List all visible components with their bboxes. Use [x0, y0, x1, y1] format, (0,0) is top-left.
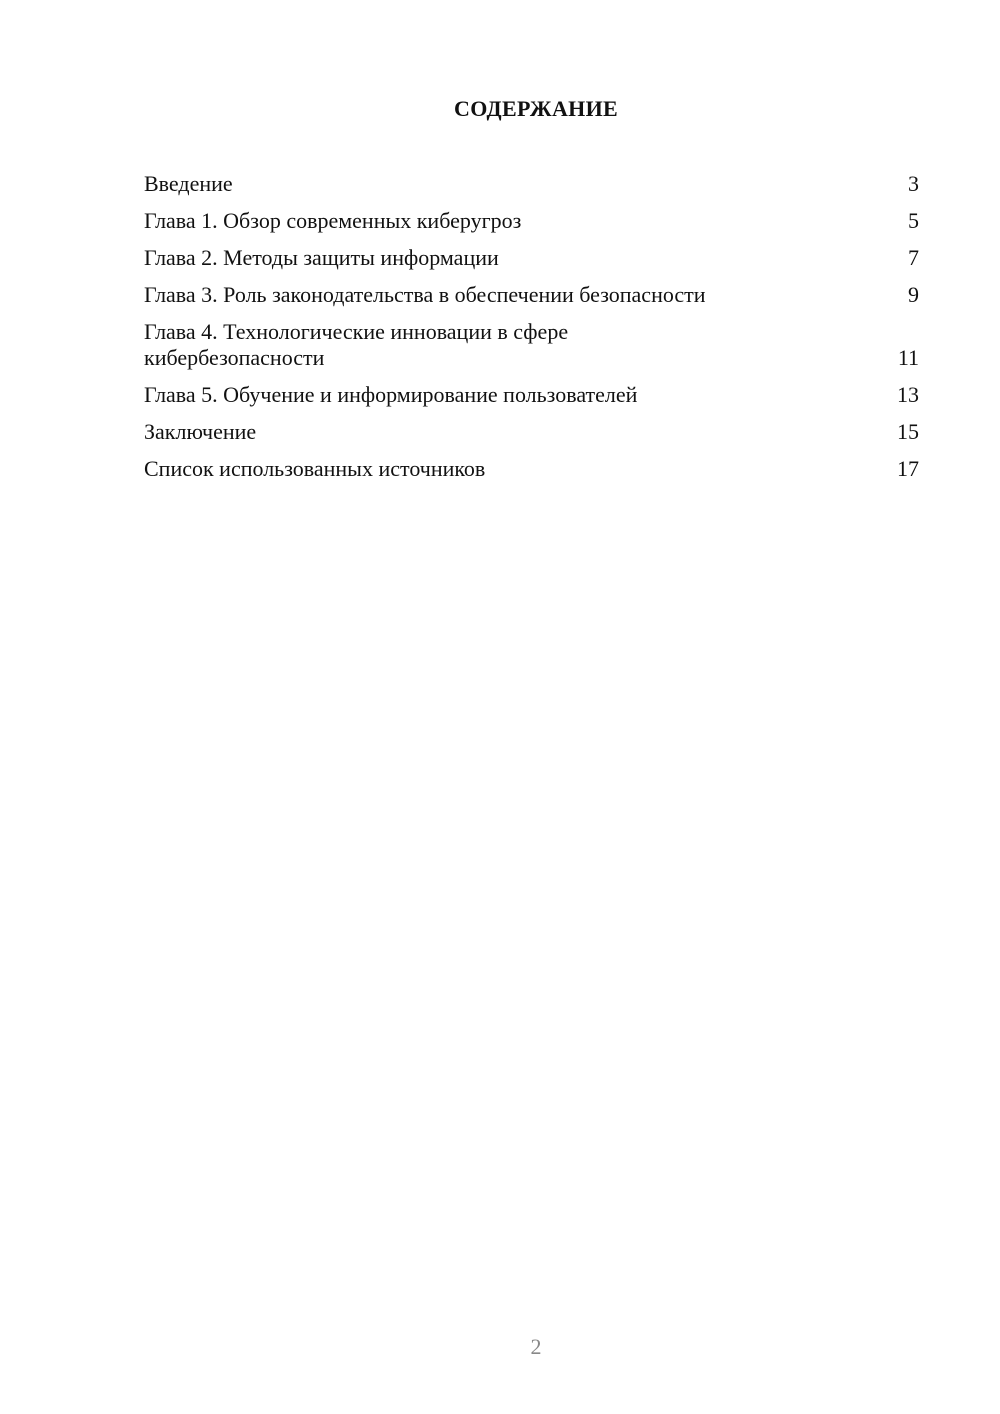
toc-entry-page: 9 — [908, 282, 919, 307]
toc-entry-page: 15 — [897, 419, 919, 444]
toc-entry-chapter-3[interactable] — [144, 282, 919, 308]
toc-entry-label: Глава 4. Технологические инновации в сфере кибербезопасности — [144, 319, 569, 370]
toc-entry-label: Глава 3. Роль законодательства в обеспечении безопасности — [144, 282, 706, 307]
toc-entry-page: 7 — [908, 245, 919, 270]
toc-entry-label: Список использованных источников — [144, 456, 486, 481]
toc-entry-chapter-4[interactable] — [144, 319, 919, 371]
toc-entry-chapter-1[interactable] — [144, 208, 919, 234]
page-number: 2 — [530, 1334, 542, 1359]
toc-entry-label: Глава 2. Методы защиты информации — [144, 245, 499, 270]
toc-entry-page: 17 — [897, 456, 919, 481]
toc-entry-chapter-5[interactable] — [144, 382, 919, 408]
toc-entry-label: Глава 5. Обучение и информирование пользователей — [144, 382, 638, 407]
toc-entry-page: 3 — [908, 171, 919, 196]
page-title: СОДЕРЖАНИЕ — [454, 96, 618, 121]
toc-entry-references[interactable] — [144, 456, 919, 482]
toc-entry-chapter-2[interactable] — [144, 245, 919, 271]
toc-entry-label: Введение — [144, 171, 233, 196]
table-of-contents — [144, 171, 919, 493]
toc-entry-label: Заключение — [144, 419, 257, 444]
toc-entry-introduction[interactable] — [144, 171, 919, 197]
toc-entry-label: Глава 1. Обзор современных киберугроз — [144, 208, 522, 233]
toc-entry-conclusion[interactable] — [144, 419, 919, 445]
toc-entry-page: 11 — [897, 345, 919, 370]
toc-entry-page: 13 — [897, 382, 919, 407]
toc-entry-page: 5 — [908, 208, 919, 233]
